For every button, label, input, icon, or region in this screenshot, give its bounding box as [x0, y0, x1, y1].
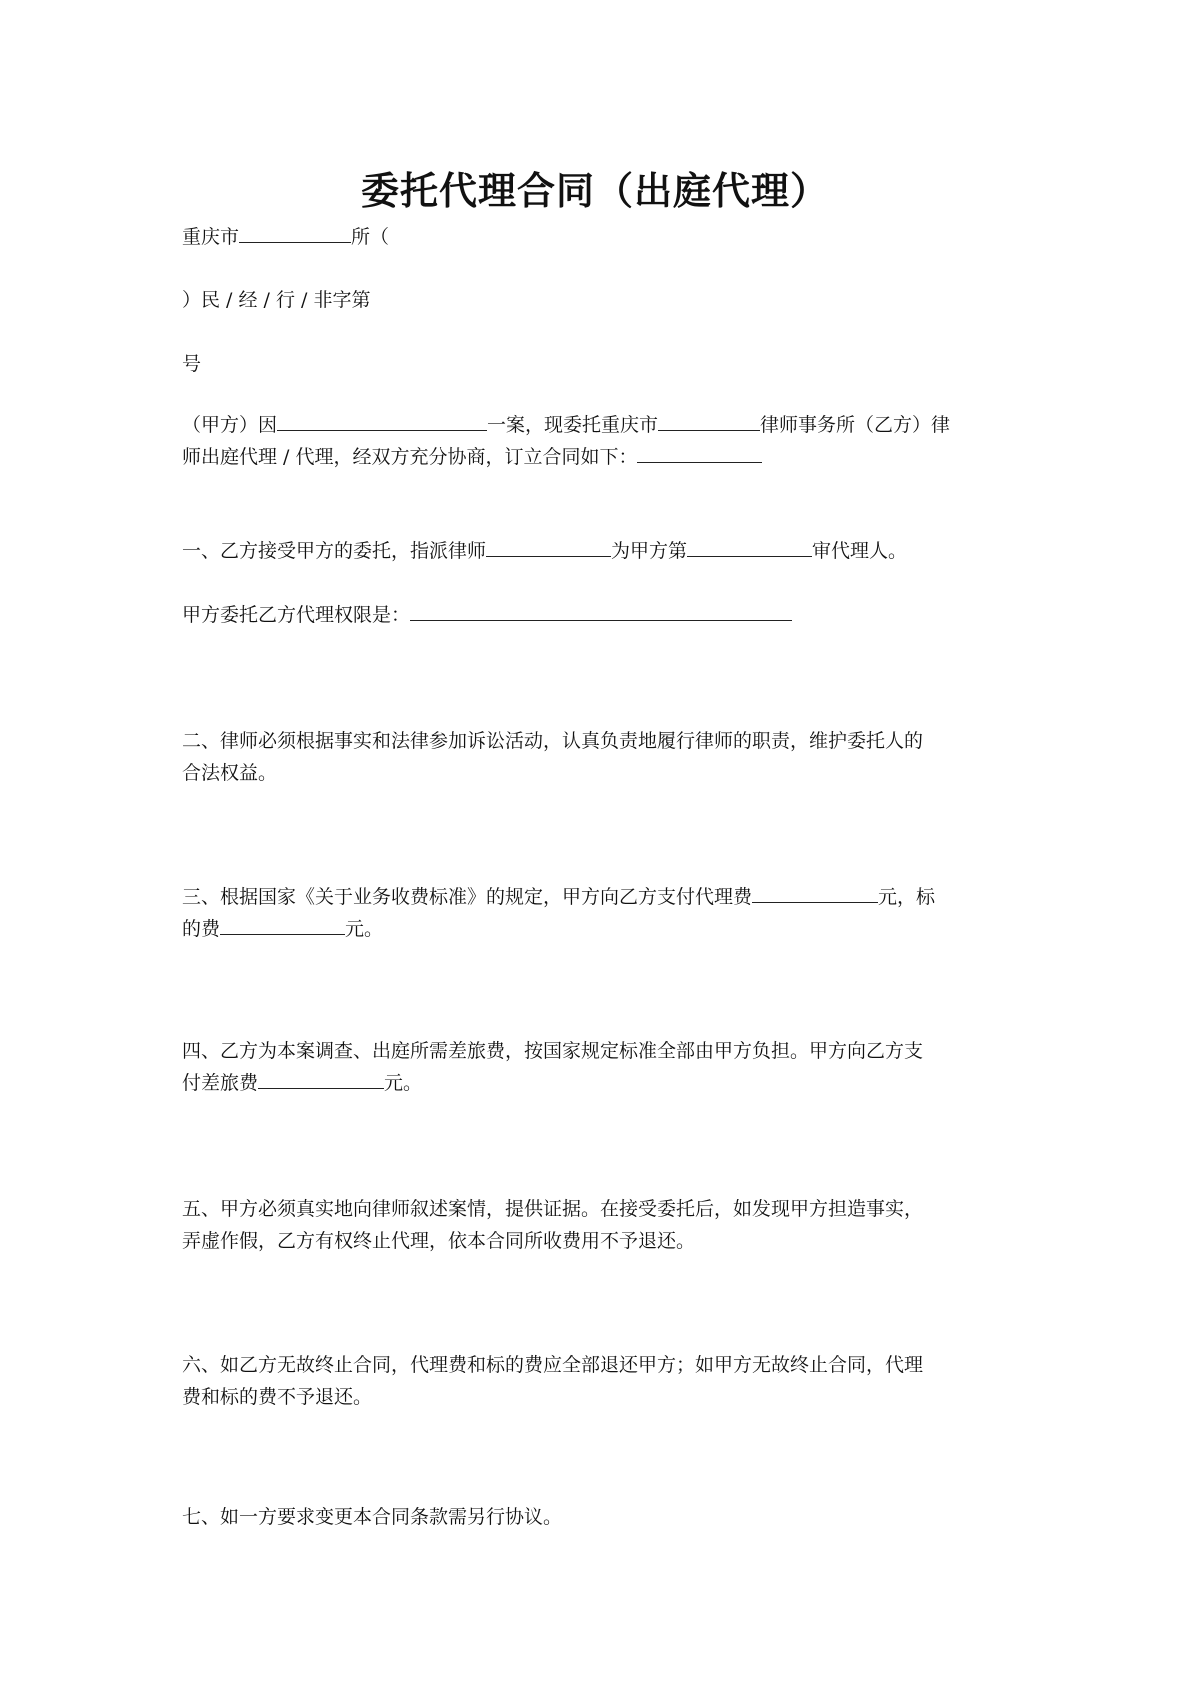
clause-5-line-1: 五、甲方必须真实地向律师叙述案情，提供证据。在接受委托后，如发现甲方担造事实，: [182, 1198, 924, 1220]
blank-field-lawyer[interactable]: [486, 538, 611, 557]
clause-3-text-1: 三、根据国家《关于业务收费标准》的规定，甲方向乙方支付代理费: [182, 886, 753, 908]
blank-field-firm[interactable]: [239, 224, 351, 243]
clause-1-text-2: 为甲方第: [611, 540, 688, 562]
blank-field-subject-fee[interactable]: [220, 916, 345, 935]
intro-text-3: 律师事务所（乙方）律: [760, 414, 951, 436]
clause-4-line-1: 四、乙方为本案调查、出庭所需差旅费，按国家规定标准全部由甲方负担。甲方向乙方支: [182, 1040, 924, 1062]
intro-text-1: （甲方）因: [182, 414, 278, 436]
clause-1-text-3: 审代理人。: [812, 540, 908, 562]
clause-1-text-1: 一、乙方接受甲方的委托，指派律师: [182, 540, 487, 562]
clause-1-authority: [182, 600, 792, 630]
header-city: 重庆市: [182, 226, 240, 248]
blank-field-instance[interactable]: [687, 538, 812, 557]
header-line-2: ）民 / 经 / 行 / 非字第: [182, 289, 371, 311]
document-title: 委托代理合同（出庭代理）: [360, 168, 829, 213]
header-suffix: 所（: [351, 226, 390, 248]
intro-text-2: 一案，现委托重庆市: [487, 414, 659, 436]
clause-1-line-1: [182, 536, 907, 566]
clause-5-line-2: 弄虚作假，乙方有权终止代理，依本合同所收费用不予退还。: [182, 1230, 696, 1252]
clause-4-text-1: 付差旅费: [182, 1072, 259, 1094]
clause-4-line-2: [182, 1068, 422, 1098]
blank-field-authority[interactable]: [410, 602, 792, 621]
blank-field-law-firm[interactable]: [658, 412, 760, 431]
header-line-1: [182, 222, 389, 252]
blank-field-intro[interactable]: [637, 444, 762, 463]
authority-label: 甲方委托乙方代理权限是：: [182, 604, 411, 626]
clause-6-line-1: 六、如乙方无故终止合同，代理费和标的费应全部退还甲方；如甲方无故终止合同，代理: [182, 1354, 924, 1376]
intro-text-4: 师出庭代理 / 代理，经双方充分协商，订立合同如下：: [182, 446, 638, 468]
blank-field-case[interactable]: [277, 412, 487, 431]
clause-2-line-1: 二、律师必须根据事实和法律参加诉讼活动，认真负责地履行律师的职责，维护委托人的: [182, 730, 924, 752]
clause-4-text-2: 元。: [384, 1072, 423, 1094]
blank-field-travel-fee[interactable]: [258, 1070, 384, 1089]
clause-3-text-3: 的费: [182, 918, 221, 940]
clause-3-text-2: 元，标: [878, 886, 936, 908]
clause-3-line-1: [182, 882, 935, 912]
clause-2-line-2: 合法权益。: [182, 762, 278, 784]
clause-3-text-4: 元。: [345, 918, 384, 940]
intro-line-2: [182, 442, 762, 472]
intro-line-1: [182, 410, 950, 440]
clause-3-line-2: [182, 914, 383, 944]
clause-7-line-1: 七、如一方要求变更本合同条款需另行协议。: [182, 1506, 563, 1528]
header-line-3: 号: [182, 353, 202, 375]
blank-field-agency-fee[interactable]: [752, 884, 878, 903]
clause-6-line-2: 费和标的费不予退还。: [182, 1386, 373, 1408]
